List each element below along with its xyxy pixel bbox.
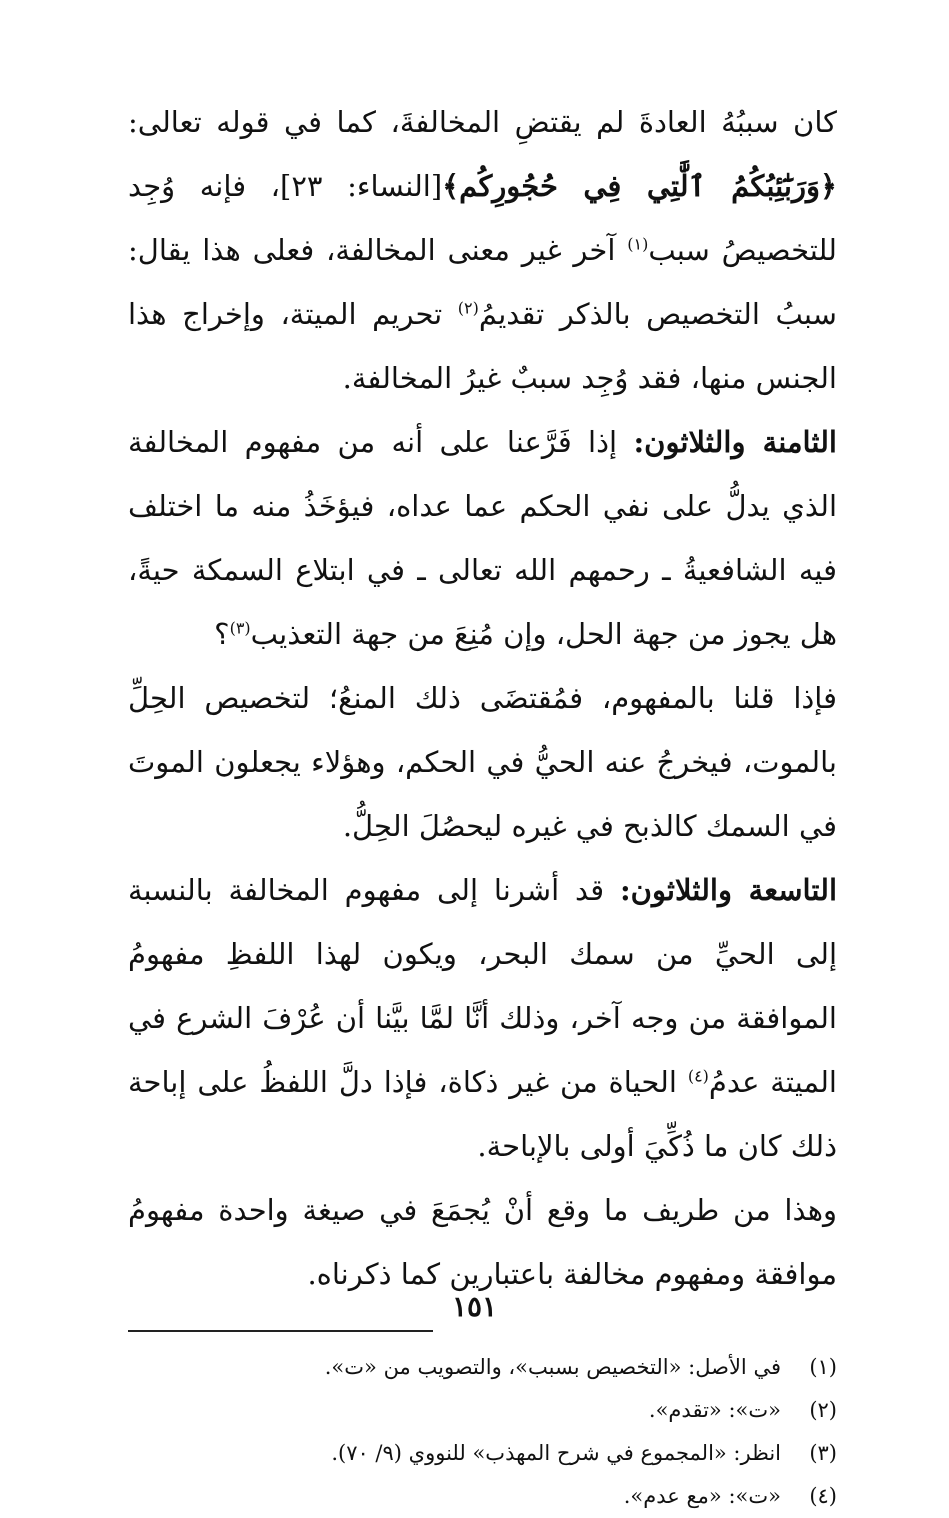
footnote-ref: (٢)	[457, 298, 479, 318]
section-lead: التاسعة والثلاثون:	[619, 873, 838, 907]
paragraph	[128, 1178, 837, 1306]
text-run: وهذا من طريف ما وقع أنْ يُجمَعَ في صيغة واحدة مفهومُ موافقة ومفهوم مخالفة باعتبارين كما ذكرناه.	[128, 1193, 837, 1291]
text-run: فإذا قلنا بالمفهوم، فمُقتضَى ذلك المنعُ؛ لتخصيص الحِلِّ بالموت، فيخرجُ عنه الحيُّ في الحكم، وهؤلاء يجعلون الموتَ في السمك كالذبح في غيره ليحصُلَ الحِلُّ.	[128, 681, 837, 843]
footnote-number: (٤)	[809, 1484, 837, 1508]
page-number: ١٥١	[451, 1290, 498, 1323]
text-run: الحياة من غير ذكاة، فإذا دلَّ اللفظُ على إباحة ذلك كان ما ذُكِّيَ أولى بالإباحة.	[128, 1065, 837, 1163]
footnote	[128, 1432, 837, 1475]
text-run: آخر غير معنى المخالفة، فعلى هذا يقال: سببُ التخصيص بالذكر تقديمُ	[128, 233, 837, 331]
footnote-text: «ت»: «مع عدم».	[623, 1484, 781, 1508]
footnote-text: «ت»: «تقدم».	[648, 1398, 781, 1422]
footnote-number: (١)	[809, 1355, 837, 1379]
paragraph	[128, 666, 837, 858]
text-run: إذا فَرَّعنا على أنه من مفهوم المخالفة الذي يدلُّ على نفي الحكم عما عداه، فيؤخَذُ منه ما اختلف فيه الشافعيةُ ـ رحمهم الله تعالى ـ في ابتلاع السمكة حيةً، هل يجوز من جهة الحل، وإن مُنِعَ من جهة التعذيب	[128, 425, 837, 651]
text-run: [النساء: ٢٣]، فإنه وُجِد للتخصيصُ سبب	[128, 169, 837, 267]
text-run: كان سببُهُ العادةَ لم يقتضِ المخالفةَ، كما في قوله تعالى:	[128, 105, 837, 139]
footnote-text: في الأصل: «التخصيص بسبب»، والتصويب من «ت».	[324, 1355, 781, 1379]
paragraph	[128, 858, 837, 1178]
footnotes	[128, 1346, 837, 1518]
footnote-ref: (٤)	[687, 1066, 709, 1086]
footnote-number: (٢)	[809, 1398, 837, 1422]
section-lead: الثامنة والثلاثون:	[633, 425, 837, 459]
footnote-ref: (١)	[627, 234, 649, 254]
footnote-separator	[128, 1330, 433, 1332]
text-run: ؟	[214, 617, 230, 651]
paragraph	[128, 410, 837, 666]
quran-verse: ﴿وَرَبَٰٓئِبُكُمُ ٱلَّٰتِي فِي حُجُورِكُم﴾	[442, 169, 837, 203]
body-text	[128, 90, 837, 1306]
text-run: تحريم الميتة، وإخراج هذا الجنس منها، فقد وُجِد سببٌ غيرُ المخالفة.	[128, 297, 837, 395]
footnote-text: انظر: «المجموع في شرح المهذب» للنووي (٩/ ٧٠).	[331, 1441, 781, 1465]
text-run: قد أشرنا إلى مفهوم المخالفة بالنسبة إلى الحيِّ من سمك البحر، ويكون لهذا اللفظِ مفهومُ الموافقة من وجه آخر، وذلك أنَّا لمَّا بيَّنا أن عُرْفَ الشرع في الميتة عدمُ	[128, 873, 837, 1099]
footnote	[128, 1389, 837, 1432]
paragraph	[128, 90, 837, 410]
footnote	[128, 1346, 837, 1389]
footnote-ref: (٣)	[229, 618, 251, 638]
footnote-number: (٣)	[809, 1441, 837, 1465]
footnote	[128, 1475, 837, 1518]
